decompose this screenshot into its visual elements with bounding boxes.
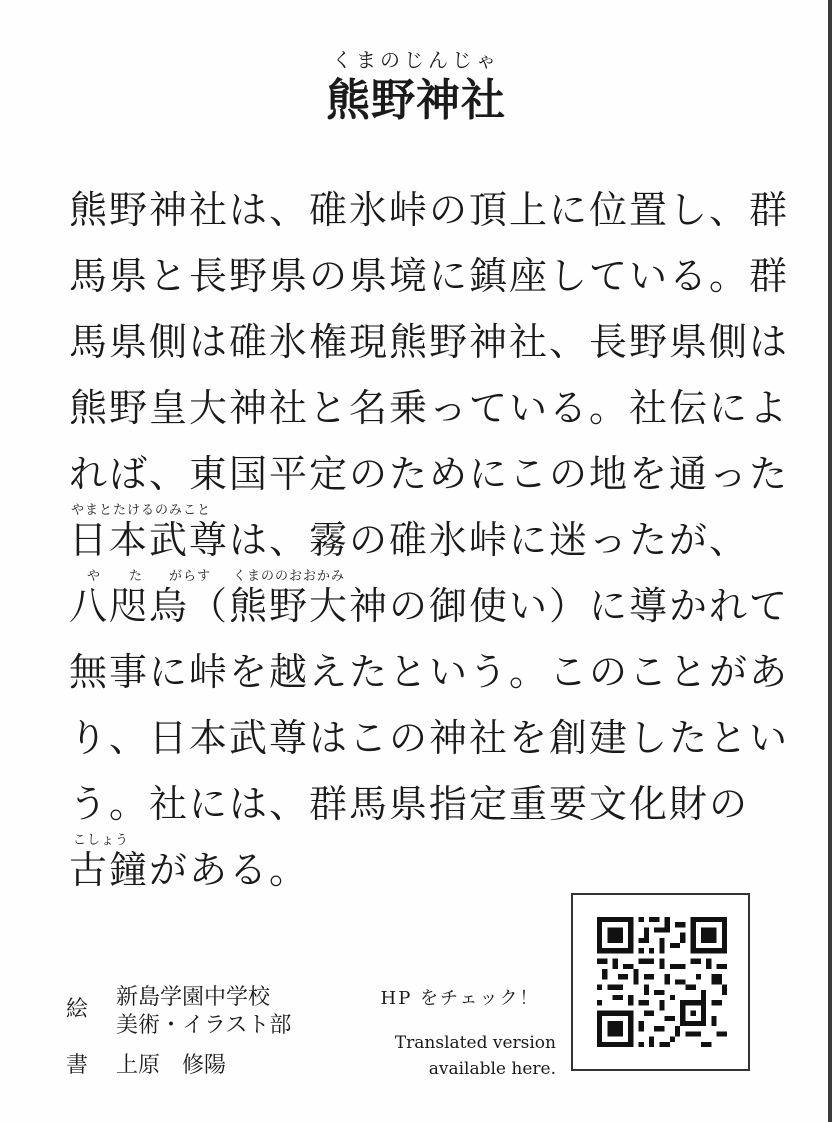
- calligraphy-label: 書: [66, 1053, 89, 1078]
- text-line: り、日本武尊はこの神社を創建したとい: [69, 716, 790, 760]
- description-text: [69, 188, 790, 916]
- text-line: れば、東国平定のためにこの地を通った: [69, 452, 790, 496]
- text-line: 馬県と長野県の県境に鎮座している。群: [69, 254, 790, 298]
- furigana-ta: た: [129, 569, 144, 584]
- hp-notice: [360, 984, 560, 1082]
- illustration-credit-line1: 新島学園中学校: [116, 985, 271, 1010]
- text-line: やまとたけるのみこと 日本武尊は、霧の碓氷峠に迷ったが、: [69, 503, 750, 562]
- text-line: こしょう 古鐘がある。: [69, 833, 310, 892]
- furigana-yamatotakeru: やまとたけるのみこと: [71, 503, 212, 518]
- page-title: 熊野神社: [326, 75, 506, 126]
- qr-code-icon: [597, 916, 727, 1048]
- furigana-kumanoookami: くまののおおかみ: [233, 569, 346, 584]
- furigana-ya: や: [87, 569, 102, 584]
- furigana-koshou: こしょう: [73, 833, 130, 848]
- text-line: う。社には、群馬県指定重要文化財の: [69, 782, 750, 826]
- text-line: や た がらす くまののおおかみ 八咫烏（熊野大神の御使い）に導かれて: [69, 569, 790, 628]
- qr-code[interactable]: [571, 893, 750, 1071]
- card-edge: [828, 0, 832, 1122]
- translated-note: Translated version available here.: [394, 1033, 556, 1079]
- calligraphy-credit: 上原 修陽: [116, 1053, 227, 1078]
- hp-check-text: HP をチェック！: [380, 988, 540, 1009]
- illustration-label: 絵: [66, 997, 89, 1022]
- text-line: 馬県側は碓氷権現熊野神社、長野県側は: [69, 320, 790, 364]
- title-furigana: くまのじんじゃ: [332, 48, 500, 72]
- furigana-garasu: がらす: [169, 569, 212, 584]
- text-line: 熊野皇大神社と名乗っている。社伝によ: [69, 386, 790, 430]
- text-line: 無事に峠を越えたという。このことがあ: [69, 650, 790, 694]
- illustration-credit-line2: 美術・イラスト部: [116, 1013, 292, 1038]
- text-line: 熊野神社は、碓氷峠の頂上に位置し、群: [69, 188, 790, 232]
